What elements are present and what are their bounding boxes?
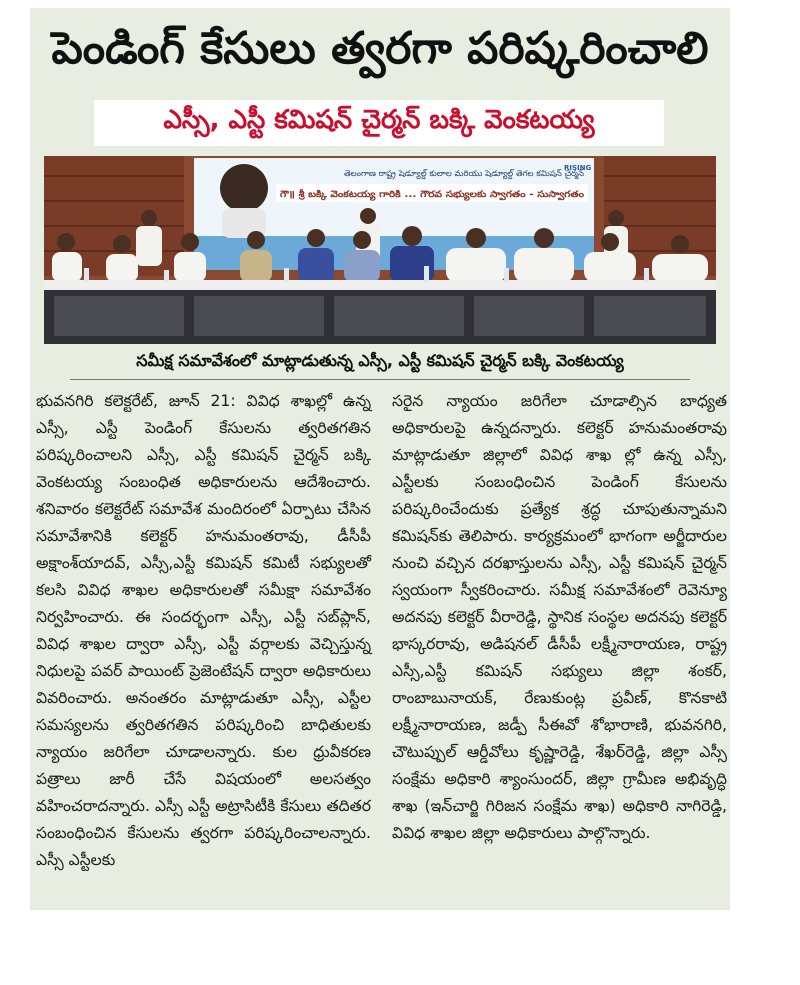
caption-divider [70, 379, 690, 380]
banner-portrait [220, 164, 268, 212]
banner-line2: గౌ॥ శ్రీ బక్కి వెంకటయ్య గారికి ... గౌరవ సభ్యులకు స్వాగతం - సుస్వాగతం [280, 190, 539, 200]
headline: పెండింగ్ కేసులు త్వరగా పరిష్కరించాలి [51, 23, 709, 74]
meeting-table [44, 280, 716, 290]
banner-line1: తెలంగాణ రాష్ట్ర షెడ్యూల్డ్ కులాల మరియు షెడ్యూల్డ్ తెగల కమిషన్ చైర్మన్ [344, 169, 570, 178]
article-column-left [36, 388, 371, 874]
article-column-right [392, 388, 727, 847]
newspaper-clipping [30, 8, 730, 910]
rising-badge: RISING [564, 164, 592, 172]
subheadline-box [94, 100, 664, 146]
meeting-photo [44, 156, 716, 344]
article-text-left: భువనగిరి కలెక్టరేట్, జూన్ 21: వివిధ శాఖల్లో ఉన్న ఎస్సీ, ఎస్టీ పెండింగ్ కేసులను త్వరితగతిన పరిష్కరించాలని ఎస్సీ, ఎస్టీ కమిషన్ చైర్మన్ బక్కి వెంకటయ్య సంబంధిత అధికారులను ఆదేశించారు. శనివారం కలెక్టరేట్ సమావేశ మందిరంలో ఏర్పాటు చేసిన సమావేశానికి కలెక్టర్ హనుమంతరావు, డీసీపీ అక్షాంశ్‌యాదవ్, ఎస్సీ,ఎస్టీ కమిషన్ కమిటీ సభ్యులతో కలసి వివిధ శాఖల అధికారులతో సమీక్షా సమావేశం నిర్వహించారు. ఈ సందర్భంగా ఎస్సీ, ఎస్టీ సబ్‌ప్లాన్, వివిధ శాఖల ద్వారా ఎస్సీ, ఎస్టీ వర్గాలకు వెచ్చిస్తున్న నిధులపై పవర్ పాయింట్ ప్రెజెంటేషన్ ద్వారా అధికారులు వివరించారు. అనంతరం మాట్లాడుతూ ఎస్సీ, ఎస్టీల సమస్యలను త్వరితగతిన పరిష్కరించి బాధితులకు న్యాయం జరిగేలా చూడాలన్నారు. కుల ధ్రువీకరణ పత్రాలు జారీ చేసే విషయంలో అలసత్వం వహించరాదన్నారు. ఎస్సీ ఎస్టీ అట్రాసిటీకి కేసులు తదితర సంబంధించిన కేసులను త్వరగా పరిష్కరించాలన్నారు. ఎస్సీ ఎస్టీలకు [36, 392, 371, 869]
photo-caption: సమీక్ష సమావేశంలో మాట్లాడుతున్న ఎస్సీ, ఎస్టీ కమిషన్ చైర్మన్ బక్కి వెంకటయ్య [136, 351, 624, 370]
subheadline: ఎస్సీ, ఎస్టీ కమిషన్ చైర్మన్ బక్కి వెంకటయ్య [163, 105, 595, 135]
article-text-right: సరైన న్యాయం జరిగేలా చూడాల్సిన బాధ్యత అధికారులపై ఉన్నదన్నారు. కలెక్టర్ హనుమంతరావు మాట్లాడుతూ జిల్లాలో వివిధ శాఖ ల్లో ఉన్న ఎస్సీ, ఎస్టీలకు సంబంధించిన పెండింగ్ కేసులను పరిష్కరించేందుకు ప్రత్యేక శ్రద్ధ చూపుతున్నామని కమిషన్‌కు తెలిపారు. కార్యక్రమంలో భాగంగా అర్జీదారుల నుంచి వచ్చిన దరఖాస్తులను ఎస్సీ, ఎస్టీ కమిషన్ చైర్మన్ స్వయంగా స్వీకరించారు. సమీక్ష సమావేశంలో రెవెన్యూ అదనపు కలెక్టర్ వీరారెడ్డి, స్థానిక సంస్థల అదనపు కలెక్టర్ భాస్కరరావు, అడిషనల్ డీసీపీ లక్ష్మీనారాయణ, రాష్ట్ర ఎస్సీ,ఎస్టీ కమిషన్ సభ్యులు జిల్లా శంకర్, రాంబాబునాయక్, రేణుకుంట్ల ప్రవీణ్, కొనకాటి లక్ష్మీనారాయణ, జడ్పీ సీఈవో శోభారాణి, భువనగిరి, చౌటుప్పుల్ ఆర్డీవోలు కృష్ణారెడ్డి, శేఖర్‌రెడ్డి, జిల్లా ఎస్సీ సంక్షేమ అధికారి శ్యాంసుందర్, జిల్లా గ్రామీణ అభివృద్ధి శాఖ (ఇన్‌చార్జి గిరిజన సంక్షేమ శాఖ) అధికారి నాగిరెడ్డి, వివిధ శాఖల జిల్లా అధికారులు పాల్గొన్నారు. [392, 392, 727, 842]
